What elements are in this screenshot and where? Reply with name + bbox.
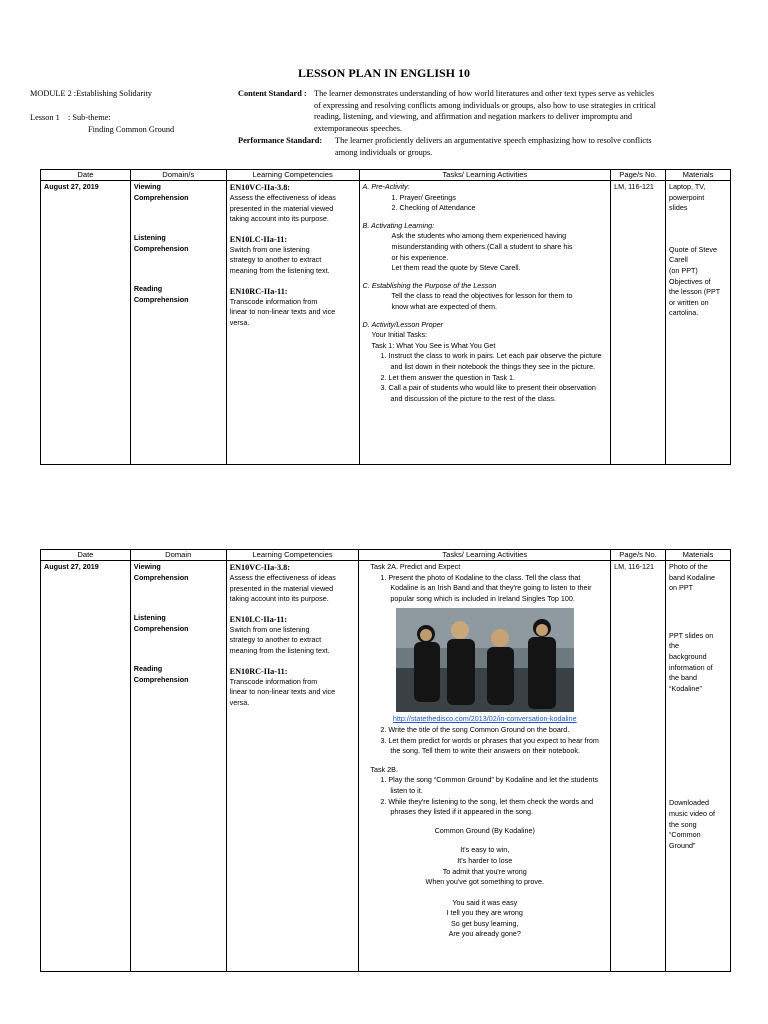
list-item: 3. Let them predict for words or phrases that you expect to hear from the song. Tell them to write their answers on their notebook. bbox=[380, 735, 599, 756]
lesson-table-2 bbox=[40, 549, 731, 972]
lyrics-line: So get busy learning, bbox=[450, 918, 519, 928]
content-standard-line: of expressing and resolving conflicts among individuals or groups, also how to use strategies in critical bbox=[314, 100, 656, 110]
module-label: MODULE 2 :Establishing Solidarity bbox=[30, 89, 152, 98]
section-heading: D. Activity/Lesson Proper bbox=[362, 319, 443, 329]
list-item: 3. Call a pair of students who would like to present their observation and discussion of the picture to the rest of the class. bbox=[380, 383, 596, 403]
task-title: Task 2B. bbox=[370, 764, 398, 774]
paragraph-line: know what are expected of them. bbox=[391, 301, 498, 311]
section-heading: B. Activating Learning: bbox=[362, 220, 435, 230]
content-standard-text bbox=[314, 88, 734, 134]
lyrics-line: It's easy to win, bbox=[460, 845, 510, 855]
domain-cell bbox=[130, 561, 226, 972]
list-item: 1. Present the photo of Kodaline to the class. Tell the class that Kodaline is an Irish Band and that they're going to listen to their popular song which is included in Ireland Singles Top 100. bbox=[380, 572, 592, 603]
list-item: 1. Play the song “Common Ground” by Kodaline and let the students listen to it. bbox=[380, 775, 599, 795]
table-row bbox=[41, 181, 731, 465]
song-title: Common Ground (By Kodaline) bbox=[434, 825, 535, 835]
competency-viewing: EN10VC-IIa-3.8: Assess the effectiveness of ideas presented in the material viewed taking account into its purpose. bbox=[229, 183, 336, 224]
content-standard-line: extemporaneous speeches. bbox=[314, 123, 403, 133]
competencies-cell bbox=[226, 181, 359, 465]
paragraph-line: or his experience. bbox=[391, 252, 449, 262]
list-item: 2. Let them answer the question in Task 1. bbox=[380, 372, 516, 382]
domain-listening: Listening Comprehension bbox=[133, 613, 189, 633]
list-item: 1. Prayer/ Greetings bbox=[391, 192, 456, 202]
competency-listening: EN10LC-IIa-11: Switch from one listening strategy to another to extract meaning from the listening text. bbox=[229, 614, 330, 655]
photo-source-link[interactable]: http://statethedisco.com/2013/02/in-conversation-kodaline bbox=[392, 714, 577, 724]
lyrics-line: I tell you they are wrong bbox=[446, 908, 523, 918]
pages-cell: LM, 116-121 bbox=[611, 181, 666, 465]
col-header: Learning Competencies bbox=[226, 550, 359, 561]
competency-reading: EN10RC-IIa-11: Transcode information from linear to non-linear texts and vice versa. bbox=[229, 666, 336, 707]
paragraph-line: misunderstanding with others.(Call a student to share his bbox=[391, 241, 573, 251]
list-item: 1. Instruct the class to work in pairs. Let each pair observe the picture and list down in their notebook the things they see in the picture. bbox=[380, 351, 602, 371]
list-item: 2. Write the title of the song Common Ground on the board. bbox=[380, 724, 570, 734]
material-item: Quote of Steve Carell (on PPT) Objectives of the lesson (PPT or written on cartolina. bbox=[669, 244, 721, 318]
subheading: Your Initial Tasks: bbox=[371, 330, 428, 340]
lyrics-line: To admit that you're wrong bbox=[442, 866, 527, 876]
paragraph-line: Tell the class to read the objectives for lesson for them to bbox=[391, 291, 573, 301]
tasks-cell bbox=[359, 181, 611, 465]
material-item: Photo of the band Kodaline on PPT bbox=[669, 562, 715, 593]
competency-reading: EN10RC-IIa-11: Transcode information from linear to non-linear texts and vice versa. bbox=[229, 286, 336, 327]
tasks-cell bbox=[359, 561, 611, 972]
section-heading: A. Pre-Activity: bbox=[362, 182, 410, 191]
task-title: Task 2A. Predict and Expect bbox=[370, 562, 461, 571]
content-standard-label: Content Standard : bbox=[238, 89, 307, 98]
kodaline-band-photo bbox=[396, 608, 574, 712]
competency-listening: EN10LC-IIa-11: Switch from one listening strategy to another to extract meaning from the listening text. bbox=[229, 234, 330, 275]
col-header: Date bbox=[41, 550, 131, 561]
date-cell: August 27, 2019 bbox=[41, 561, 131, 972]
table-header-row bbox=[41, 170, 731, 181]
col-header: Page/s No. bbox=[611, 170, 666, 181]
performance-standard-line: among individuals or groups. bbox=[335, 147, 433, 157]
col-header: Materials bbox=[666, 550, 731, 561]
lyrics-line: Are you already gone? bbox=[448, 929, 521, 939]
content-standard-line: The learner demonstrates understanding of how world literatures and other text types serve as vehicles bbox=[314, 89, 655, 98]
col-header: Page/s No. bbox=[611, 550, 666, 561]
domain-viewing: Viewing Comprehension bbox=[133, 182, 189, 202]
list-item: 2. Checking of Attendance bbox=[391, 203, 476, 213]
material-item: Downloaded music video of the song “Common Ground” bbox=[669, 798, 715, 850]
lyrics-line: It's harder to lose bbox=[457, 855, 513, 865]
subtheme-label: Finding Common Ground bbox=[88, 125, 175, 134]
domain-viewing: Viewing Comprehension bbox=[133, 562, 189, 582]
domain-reading: Reading Comprehension bbox=[133, 284, 189, 304]
table-header-row bbox=[41, 550, 731, 561]
list-item: 2. While they're listening to the song, let them check the words and phrases they listed if it appeared in the song. bbox=[380, 796, 594, 817]
col-header: Tasks/ Learning Activities bbox=[359, 550, 611, 561]
performance-standard-line: The learner proficiently delivers an argumentative speech emphasizing how to resolve conflicts bbox=[335, 136, 652, 145]
material-item: Laptop, TV, powerpoint slides bbox=[669, 182, 706, 213]
materials-cell bbox=[666, 561, 731, 972]
col-header: Date bbox=[41, 170, 131, 181]
competencies-cell bbox=[226, 561, 359, 972]
competency-viewing: EN10VC-IIa-3.8: Assess the effectiveness of ideas presented in the material viewed taking account into its purpose. bbox=[229, 563, 336, 604]
content-standard-line: reading, listening, and viewing, and affirmation and negation markers to deliver impromptu and bbox=[314, 112, 633, 121]
lesson-table-1 bbox=[40, 169, 731, 465]
col-header: Materials bbox=[666, 170, 731, 181]
table-row bbox=[41, 561, 731, 972]
col-header: Domain bbox=[130, 550, 226, 561]
domain-reading: Reading Comprehension bbox=[133, 664, 189, 684]
material-item: PPT slides on the background information of the band “Kodaline” bbox=[669, 630, 714, 693]
page-title: LESSON PLAN IN ENGLISH 10 bbox=[297, 66, 471, 80]
performance-standard-text bbox=[335, 135, 735, 158]
section-heading: C. Establishing the Purpose of the Lesson bbox=[362, 280, 497, 290]
domain-cell bbox=[130, 181, 226, 465]
col-header: Tasks/ Learning Activities bbox=[359, 170, 611, 181]
lyrics-line: You said it was easy bbox=[452, 897, 518, 907]
task-title: Task 1: What You See is What You Get bbox=[371, 340, 496, 350]
pages-cell: LM, 116-121 bbox=[611, 561, 666, 972]
lesson-label: Lesson 1 : Sub-theme: bbox=[30, 113, 111, 122]
paragraph-line: Ask the students who among them experienced having bbox=[391, 231, 567, 241]
materials-cell bbox=[666, 181, 731, 465]
performance-standard-label: Performance Standard: bbox=[238, 136, 323, 145]
col-header: Domain/s bbox=[130, 170, 226, 181]
paragraph-line: Let them read the quote by Steve Carell. bbox=[391, 263, 521, 273]
date-cell: August 27, 2019 bbox=[41, 181, 131, 465]
lyrics-line: When you've got something to prove. bbox=[425, 877, 544, 887]
col-header: Learning Competencies bbox=[226, 170, 359, 181]
domain-listening: Listening Comprehension bbox=[133, 233, 189, 253]
